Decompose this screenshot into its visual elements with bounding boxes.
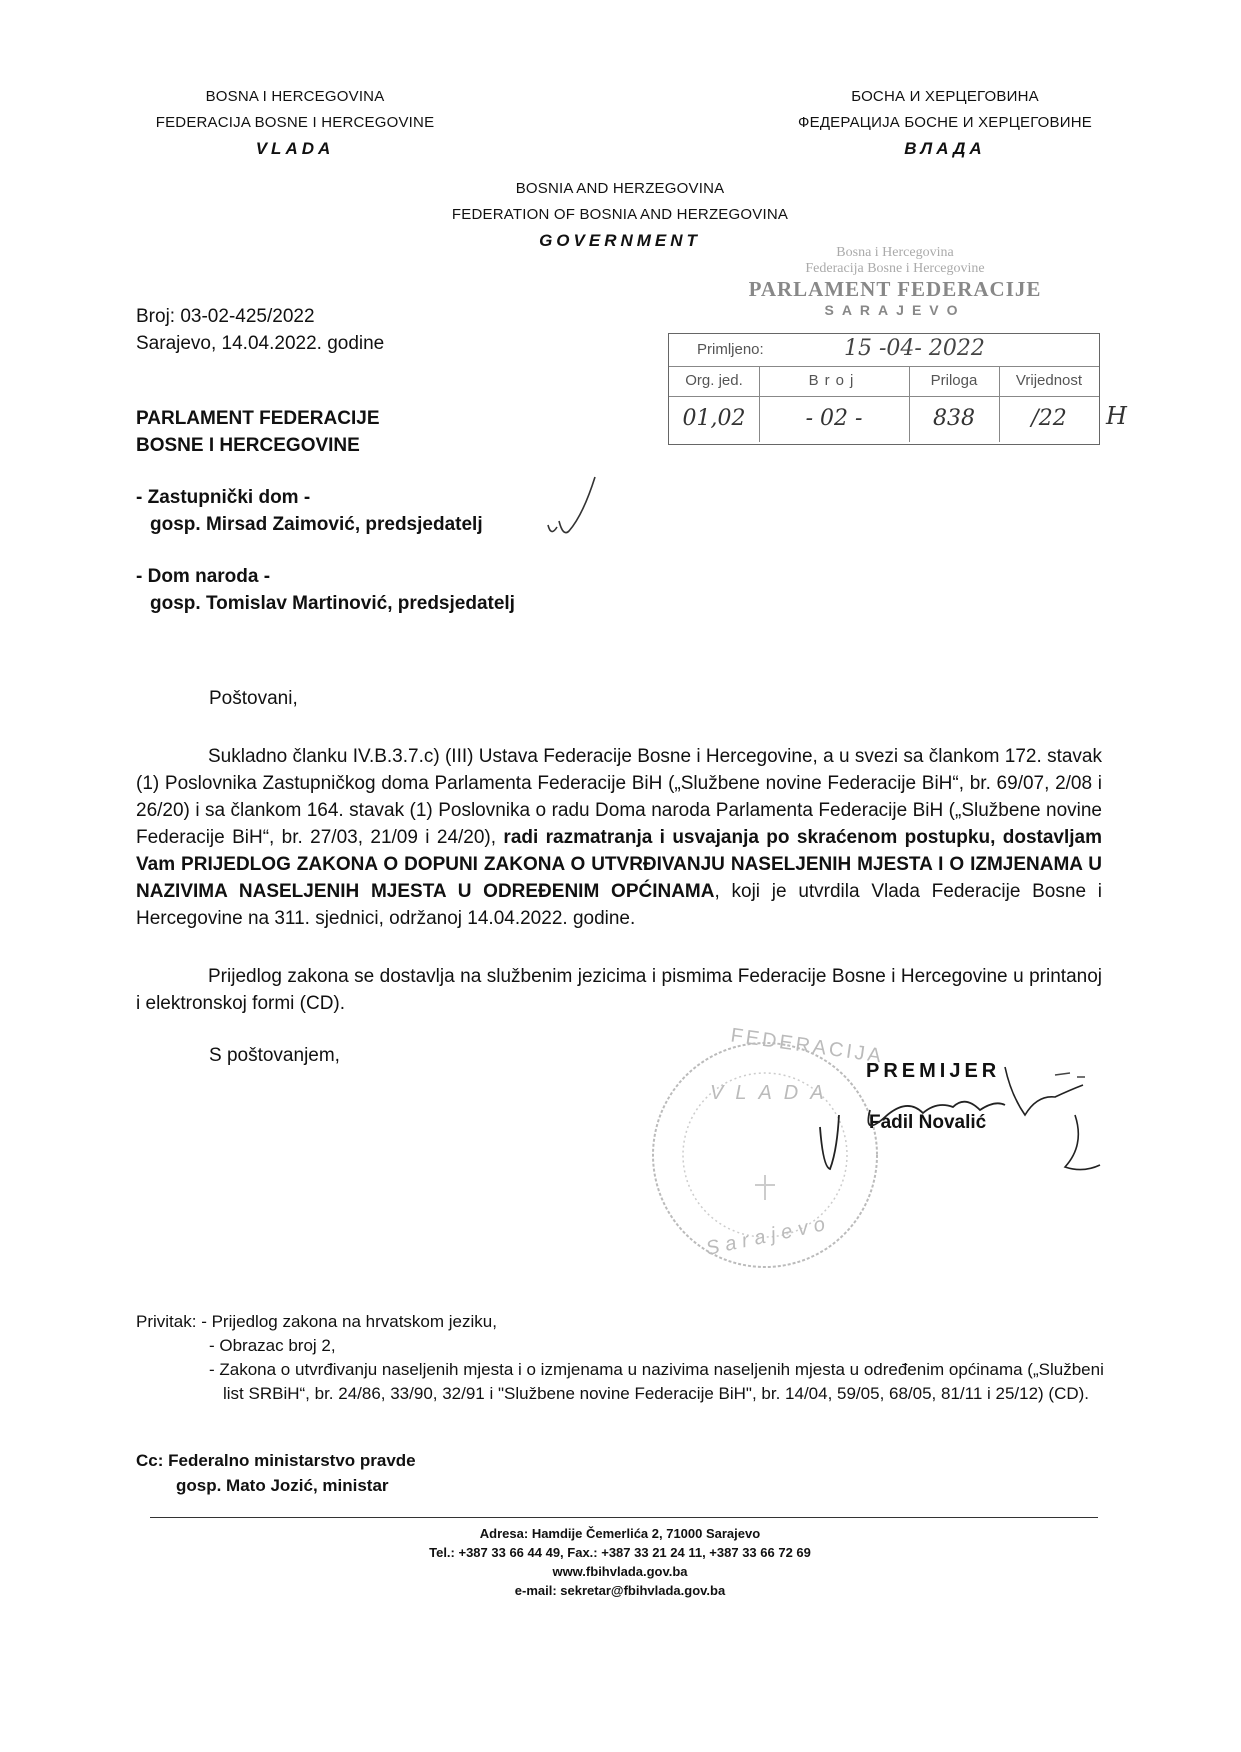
stamp-values-row	[669, 396, 1099, 442]
stamp-val-org: 01,02	[669, 396, 760, 442]
stamp-column-headers	[669, 366, 1099, 397]
recipient-house2-person: gosp. Tomislav Martinović, predsjedatelj	[150, 593, 515, 614]
footer-email: e-mail: sekretar@fbihvlada.gov.ba	[514, 1583, 726, 1598]
stamp-col-org: Org. jed.	[669, 366, 760, 396]
header-right-government: ВЛАДА	[904, 139, 986, 158]
seal-text-mid: VLADA	[710, 1082, 836, 1104]
header-left-federation: FEDERACIJA BOSNE I HERCEGOVINE	[155, 114, 435, 131]
paragraph-1-bold: radi razmatranja i usvajanja po skraćenom postupku, dostavljam Vam PRIJEDLOG ZAKONA O DOPUNI ZAKONA O UTVRĐIVANJU NASELJENIH MJESTA I O IZMJENAMA U NAZIVIMA NASELJENIH MJESTA U ODREĐENIM OPĆINAMA	[136, 827, 1102, 902]
footer-address: Adresa: Hamdije Čemerlića 2, 71000 Sarajevo	[479, 1526, 761, 1541]
attachment-item-3: - Zakona o utvrđivanju naseljenih mjesta i o izmjenama u nazivima naseljenih mjesta u određenim općinama („Službeni list SRBiH“, br. 24/86, 33/90, 32/91 i "Službene novine Federacije BiH", br. 14/04, 59/05, 68/05, 81/11 i 25/12) (CD).	[209, 1360, 1104, 1403]
stamp-received-date: 15 -04- 2022	[844, 336, 985, 361]
reference-number: Broj: 03-02-425/2022	[136, 306, 315, 327]
paragraph-1-intro: Sukladno članku IV.B.3.7.c) (III) Ustava Federacije Bosne i Hercegovine, a u svezi sa člankom 172. stavak (1) Poslovnika Zastupničkog doma Parlamenta Federacije BiH („Službene novine Federacije BiH“, br. 69/07, 2/08 i 26/20) i sa člankom 164. stavak (1) Poslovnika o radu Doma naroda Parlamenta Federacije BiH („Službene novine Federacije BiH“, br. 27/03, 21/09 i 24/20),	[136, 746, 1102, 848]
header-left-government: VLADA	[255, 139, 335, 158]
recipient-house2-name: - Dom naroda -	[136, 566, 271, 587]
paragraph-1	[136, 743, 1102, 932]
seal-text-bottom: Sarajevo	[703, 1212, 833, 1260]
cc-block	[136, 1448, 416, 1498]
cc-line1: Cc: Federalno ministarstvo pravde	[136, 1451, 416, 1470]
stamp-received-row	[669, 334, 1099, 367]
header-middle	[425, 176, 815, 254]
reference-block	[136, 303, 384, 357]
attachments-label	[136, 1310, 497, 1334]
stamp-parliament: PARLAMENT FEDERACIJE	[748, 277, 1042, 301]
footer-phone: Tel.: +387 33 66 44 49, Fax.: +387 33 21 24 11, +387 33 66 72 69	[429, 1545, 811, 1560]
header-right-country: БОСНА И ХЕРЦЕГОВИНА	[851, 88, 1039, 105]
stamp-country: Bosna i Hercegovina	[836, 245, 954, 260]
recipient-line1: PARLAMENT FEDERACIJE	[136, 408, 380, 429]
footer	[300, 1524, 940, 1600]
stamp-city: SARAJEVO	[824, 302, 966, 318]
seal-text-top: FEDERACIJA	[729, 1024, 886, 1068]
receipt-stamp-table	[668, 333, 1100, 445]
cc-line2: gosp. Mato Jozić, ministar	[176, 1476, 389, 1495]
stamp-val-vrijednost: /22	[1031, 406, 1067, 431]
recipient-house1-person: gosp. Mirsad Zaimović, predsjedatelj	[150, 514, 483, 535]
recipient-block	[136, 405, 515, 617]
footer-divider	[150, 1517, 1098, 1518]
stamp-col-priloga: Priloga	[909, 366, 1000, 396]
footer-web: www.fbihvlada.gov.ba	[552, 1564, 688, 1579]
header-left	[130, 84, 460, 162]
recipient-house1-name: - Zastupnički dom -	[136, 487, 311, 508]
header-right	[775, 84, 1115, 162]
receipt-stamp-header	[680, 245, 1110, 318]
header-middle-country: BOSNIA AND HERZEGOVINA	[515, 180, 725, 197]
greeting: Poštovani,	[209, 688, 298, 709]
stamp-received-label: Primljeno:	[697, 341, 764, 358]
attachments-list	[209, 1334, 1104, 1406]
attachment-item-1: - Prijedlog zakona na hrvatskom jeziku,	[201, 1312, 497, 1331]
stamp-val-priloga: 838	[909, 396, 1000, 442]
attachments-label-text: Privitak:	[136, 1312, 197, 1331]
signature-title: PREMIJER	[866, 1060, 1001, 1082]
stamp-federation: Federacija Bosne i Hercegovine	[805, 261, 985, 276]
stamp-col-broj: Broj	[759, 366, 910, 396]
stamp-val-broj: - 02 -	[759, 396, 910, 442]
header-middle-federation: FEDERATION OF BOSNIA AND HERZEGOVINA	[451, 206, 789, 223]
closing: S poštovanjem,	[209, 1045, 340, 1066]
header-left-country: BOSNA I HERCEGOVINA	[205, 88, 385, 105]
reference-place-date: Sarajevo, 14.04.2022. godine	[136, 333, 385, 354]
header-right-federation: ФЕДЕРАЦИЈА БОСНЕ И ХЕРЦЕГОВИНЕ	[798, 114, 1092, 131]
header-middle-government: GOVERNMENT	[539, 231, 701, 250]
handwritten-signature-icon	[815, 1055, 1105, 1180]
stamp-col-vrijednost: Vrijednost	[1015, 372, 1083, 389]
stamp-margin-note: H	[1106, 402, 1127, 430]
paragraph-1-end: , koji je utvrdila Vlada Federacije Bosne i Hercegovine na 311. sjednici, održanoj 14.04.2022. godine.	[136, 881, 1102, 929]
signature-name: Fadil Novalić	[869, 1112, 987, 1133]
checkmark-initial-icon	[545, 475, 600, 540]
attachment-item-2: - Obrazac broj 2,	[209, 1336, 336, 1355]
recipient-line2: BOSNE I HERCEGOVINE	[136, 435, 360, 456]
paragraph-2: Prijedlog zakona se dostavlja na službenim jezicima i pismima Federacije Bosne i Hercegovine u printanoj i elektronskoj formi (CD).	[136, 966, 1102, 1014]
